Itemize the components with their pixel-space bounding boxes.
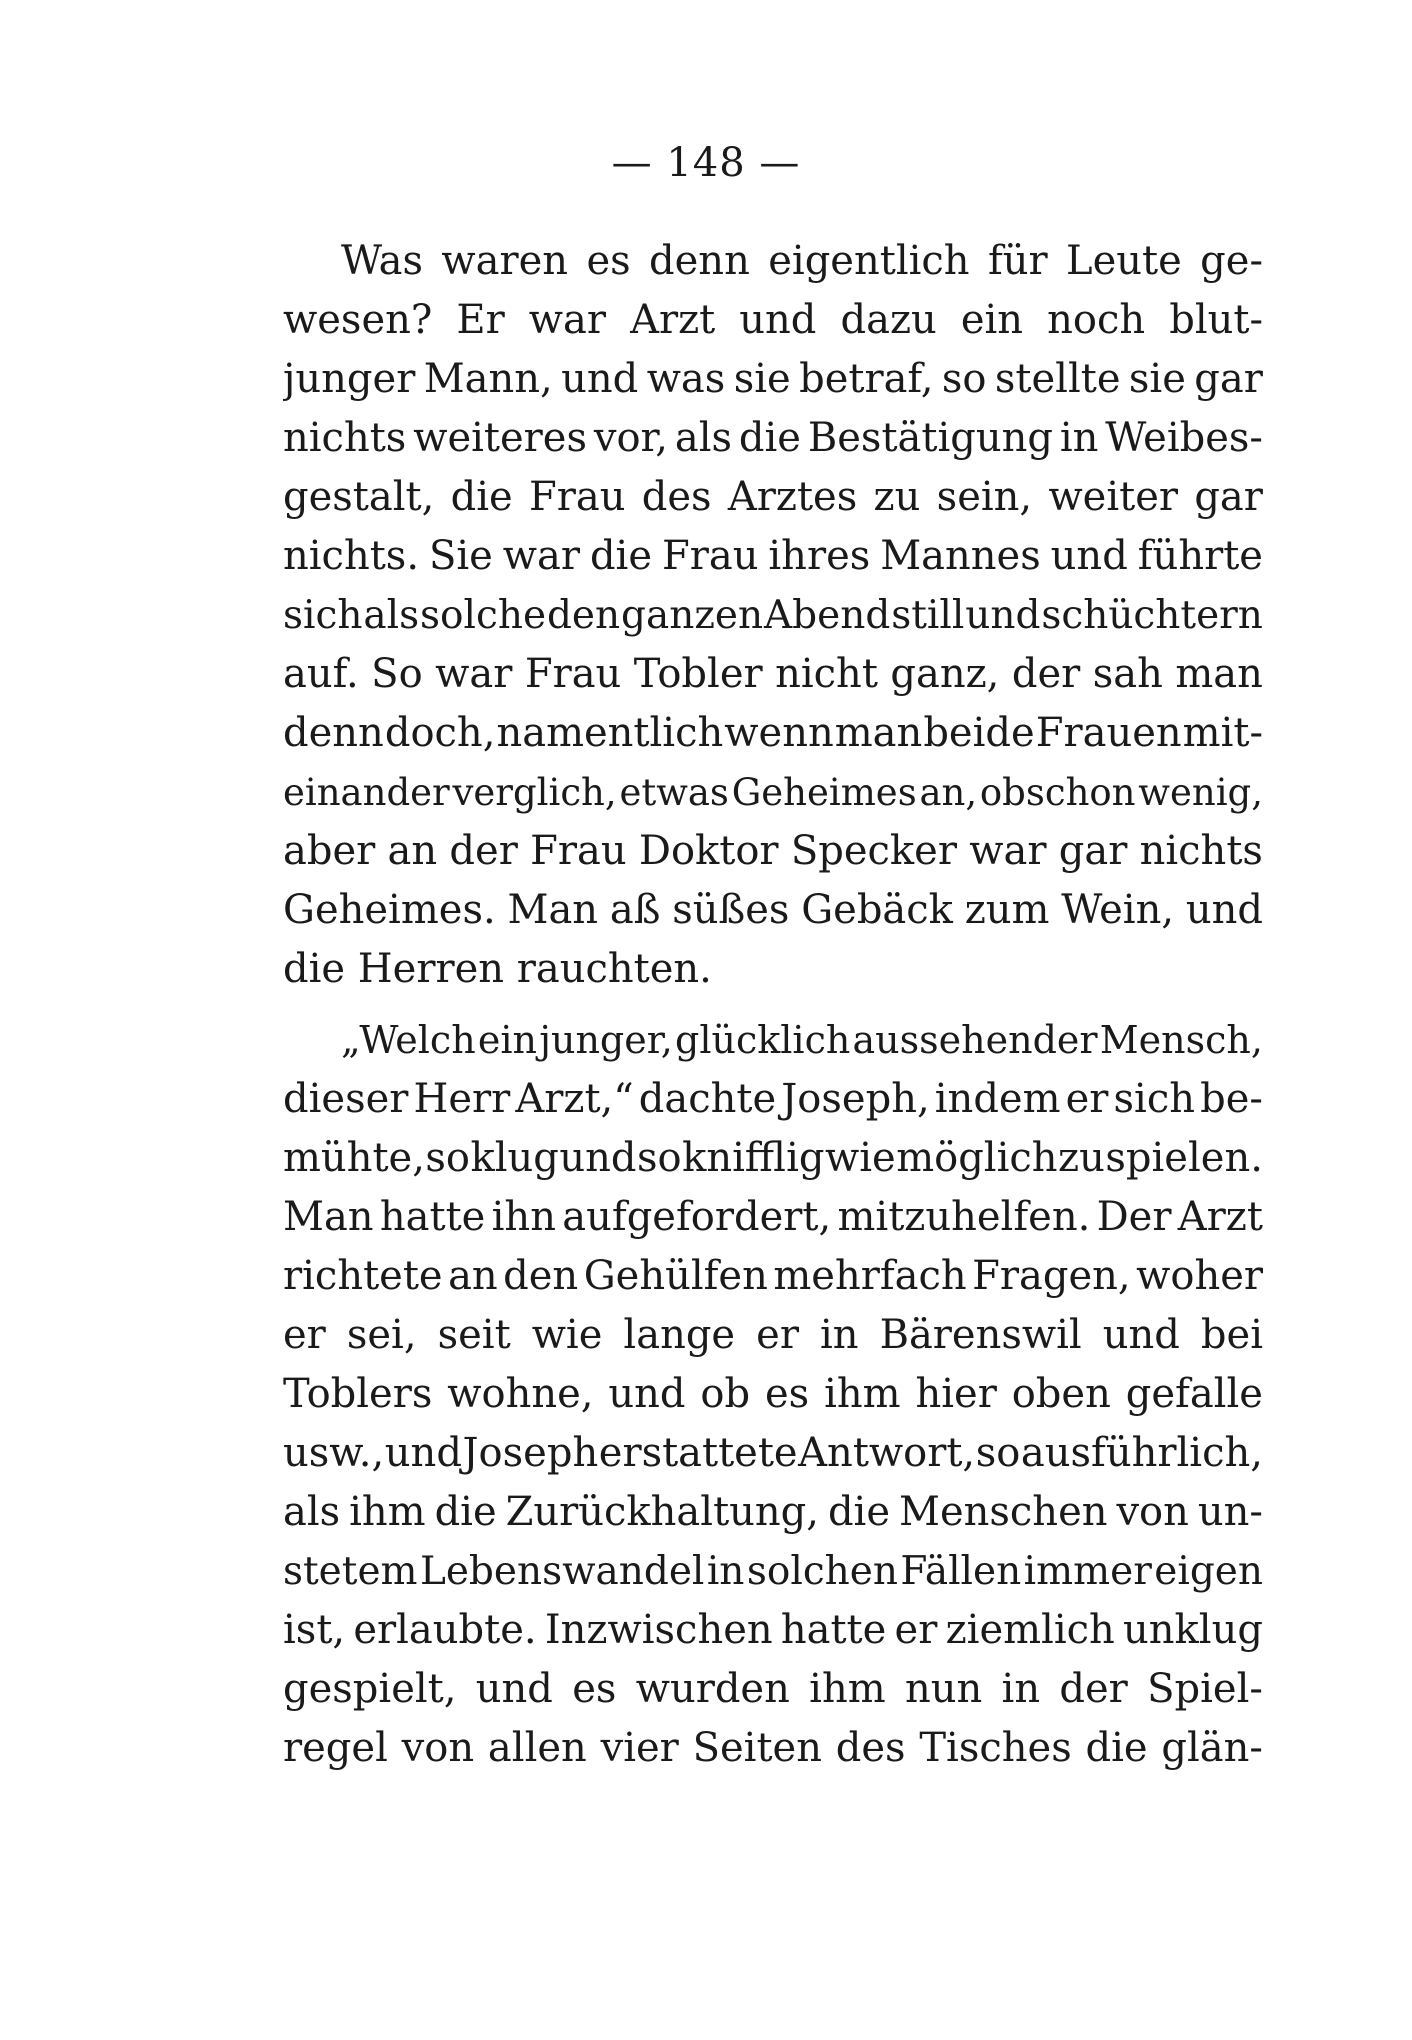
text-line: die Herren rauchten.	[283, 946, 712, 992]
text-line: auf. So war Frau Tobler nicht ganz, der sah man	[283, 651, 1263, 697]
paragraph-2	[283, 1011, 1263, 1778]
text-line: stetem Lebenswandel in solchen Fällen immer eigen	[283, 1549, 1263, 1594]
text-line: nichts weiteres vor, als die Bestätigung in Weibes-	[283, 415, 1263, 461]
text-line: Man hatte ihn aufgefordert, mitzuhelfen. Der Arzt	[283, 1194, 1263, 1240]
text-line: denn doch, namentlich wenn man beide Frauen mit-	[283, 710, 1263, 756]
text-line: sich als solche den ganzen Abend still und schüchtern	[283, 593, 1263, 638]
text-line: als ihm die Zurückhaltung, die Menschen von un-	[283, 1489, 1263, 1535]
text-line: aber an der Frau Doktor Specker war gar nichts	[283, 828, 1263, 874]
page-number: — 148 —	[611, 140, 801, 186]
text-line: Was waren es denn eigentlich für Leute ge-	[341, 238, 1263, 284]
text-line: Toblers wohne, und ob es ihm hier oben gefalle	[283, 1371, 1263, 1417]
text-line: nichts. Sie war die Frau ihres Mannes und führte	[283, 533, 1263, 579]
text-line: junger Mann, und was sie betraf, so stellte sie gar	[283, 356, 1263, 402]
text-line: richtete an den Gehülfen mehrfach Fragen, woher	[283, 1253, 1263, 1299]
text-line: ist, erlaubte. Inzwischen hatte er ziemlich unklug	[283, 1607, 1263, 1653]
text-line: er sei, seit wie lange er in Bärenswil und bei	[283, 1312, 1263, 1358]
text-line: dieser Herr Arzt,“ dachte Joseph, indem er sich be-	[283, 1076, 1263, 1122]
text-line: regel von allen vier Seiten des Tisches die glän-	[283, 1725, 1263, 1771]
text-line: usw., und Joseph erstattete Antwort, so ausführlich,	[283, 1430, 1263, 1476]
text-line: wesen? Er war Arzt und dazu ein noch blut-	[283, 297, 1263, 343]
text-line: mühte, so klug und so knifflig wie möglich zu spielen.	[283, 1135, 1263, 1181]
paragraph-1	[283, 232, 1263, 999]
text-line: einander verglich, etwas Geheimes an, obschon wenig,	[283, 771, 1263, 814]
text-line: „Welch ein junger, glücklich aussehender Mensch,	[341, 1018, 1263, 1062]
text-line: gestalt, die Frau des Arztes zu sein, weiter gar	[283, 474, 1263, 520]
text-line: gespielt, und es wurden ihm nun in der Spiel-	[283, 1666, 1263, 1712]
text-line: Geheimes. Man aß süßes Gebäck zum Wein, und	[283, 887, 1263, 933]
body-text	[283, 232, 1263, 1778]
